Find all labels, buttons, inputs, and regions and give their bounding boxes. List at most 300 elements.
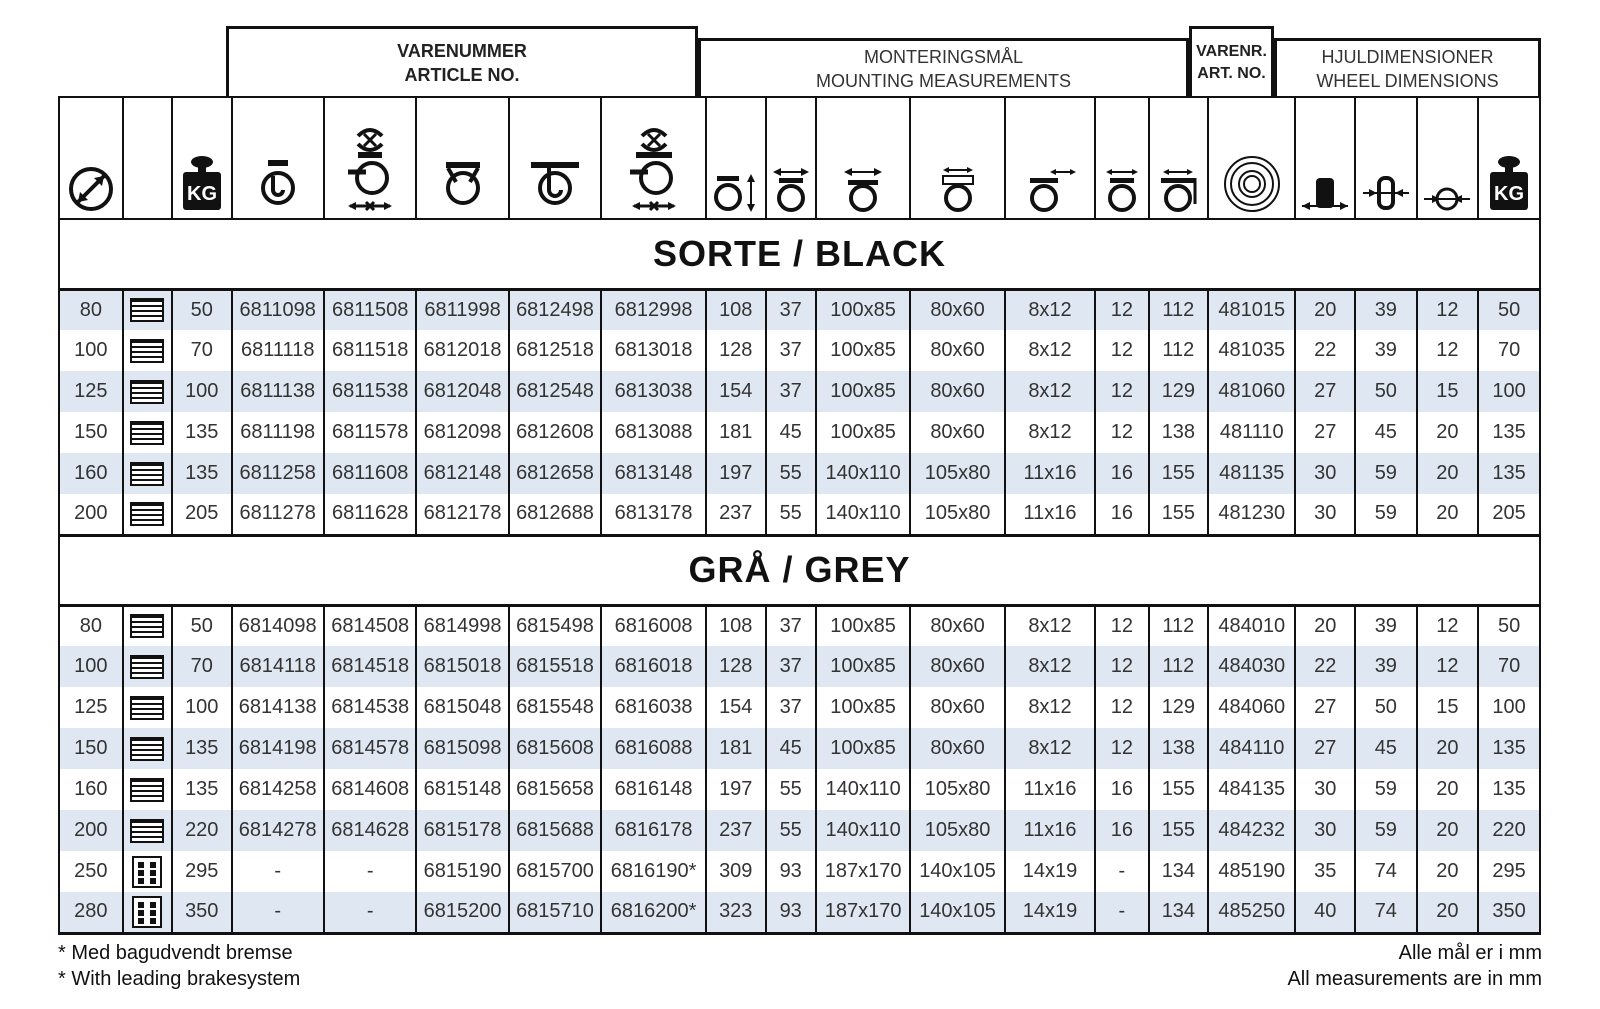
table-cell: 12 [1095,728,1148,769]
footnote-da: * Med bagudvendt bremse [58,942,293,964]
table-cell: 6812998 [601,289,706,330]
table-cell: 27 [1295,412,1355,453]
tread-stripe-icon [130,778,164,802]
varenr-header-da: VARENR. [1196,42,1267,60]
fixed-plate-caster-icon [509,97,601,219]
mounting-group-header [698,38,1189,96]
table-cell: 20 [1417,892,1479,933]
table-cell: 481060 [1208,371,1295,412]
table-cell: 16 [1095,494,1148,535]
table-cell: 35 [1295,851,1355,892]
table-cell: 6811508 [324,289,416,330]
table-cell: 80x60 [910,412,1004,453]
table-cell: 6813088 [601,412,706,453]
table-cell: 27 [1295,728,1355,769]
table-cell: 39 [1355,289,1417,330]
table-cell: 295 [1478,851,1540,892]
table-cell: 8x12 [1005,289,1095,330]
icon-header-row [59,97,1540,219]
table-cell: 135 [172,728,232,769]
table-cell: - [1095,851,1148,892]
table-cell: 37 [766,330,816,371]
tread-stripe-icon [123,605,172,646]
table-cell: 134 [1149,851,1209,892]
tread-stripe-icon [130,421,164,445]
tread-stripe-icon [123,494,172,535]
table-cell: 309 [706,851,766,892]
table-cell: 181 [706,412,766,453]
table-cell: 6815148 [416,769,508,810]
table-cell: 6813038 [601,371,706,412]
table-cell: 6814258 [232,769,324,810]
table-cell: - [1095,892,1148,933]
tread-stripe-icon [130,380,164,404]
table-cell: 15 [1417,687,1479,728]
table-cell: 20 [1417,453,1479,494]
table-cell: 16 [1095,453,1148,494]
varenr-header-en: ART. NO. [1197,64,1266,82]
table-cell: 6816008 [601,605,706,646]
tread-stripe-icon [123,687,172,728]
table-cell: 6816148 [601,769,706,810]
offset-measure-icon [766,97,816,219]
table-cell: 187x170 [816,851,910,892]
table-cell: 108 [706,289,766,330]
table-cell: 350 [172,892,232,933]
table-cell: 39 [1355,330,1417,371]
table-cell: 20 [1417,728,1479,769]
table-cell: 50 [1478,605,1540,646]
table-cell: 280 [59,892,123,933]
table-cell: 12 [1417,330,1479,371]
table-cell: 134 [1149,892,1209,933]
tread-dots-icon [132,856,162,888]
table-cell: 481035 [1208,330,1295,371]
table-cell: 93 [766,892,816,933]
table-cell: 6814508 [324,605,416,646]
table-cell: 200 [59,810,123,851]
table-cell: 80 [59,605,123,646]
table-cell: 74 [1355,892,1417,933]
wheel-icon [1208,97,1295,219]
table-cell: 70 [1478,330,1540,371]
table-cell: 237 [706,810,766,851]
table-cell: 6812548 [509,371,601,412]
table-cell: 37 [766,646,816,687]
table-cell: 12 [1095,371,1148,412]
table-cell: 6815700 [509,851,601,892]
table-cell: 100 [172,687,232,728]
table-cell: 50 [172,605,232,646]
tread-dots-icon [132,896,162,928]
table-cell: 6814608 [324,769,416,810]
table-row [59,769,1540,810]
fixed-caster-icon [416,97,508,219]
table-cell: 155 [1149,494,1209,535]
table-cell: 100x85 [816,687,910,728]
table-cell: 6812498 [509,289,601,330]
table-cell: 40 [1295,892,1355,933]
table-cell: 112 [1149,646,1209,687]
table-cell: 8x12 [1005,412,1095,453]
table-cell: 12 [1095,687,1148,728]
table-cell: 6812658 [509,453,601,494]
table-row [59,810,1540,851]
table-cell: 197 [706,769,766,810]
table-cell: 155 [1149,769,1209,810]
table-cell: 11x16 [1005,769,1095,810]
table-row [59,453,1540,494]
units-note-da: Alle mål er i mm [1398,942,1542,964]
bolt-spacing-icon [910,97,1004,219]
table-cell: 6814628 [324,810,416,851]
table-row [59,494,1540,535]
table-cell: 100 [59,646,123,687]
table-cell: 135 [172,769,232,810]
table-cell: 6815548 [509,687,601,728]
table-cell: 70 [1478,646,1540,687]
table-cell: 150 [59,728,123,769]
tread-stripe-icon [123,330,172,371]
table-row [59,289,1540,330]
table-cell: 80x60 [910,371,1004,412]
footnote-en: * With leading brakesystem [58,968,301,990]
table-cell: 50 [1355,371,1417,412]
catalog-table-wrap [58,26,1541,935]
table-cell: 37 [766,371,816,412]
table-row [59,728,1540,769]
table-cell: 12 [1417,646,1479,687]
table-cell: 154 [706,687,766,728]
table-cell: 160 [59,453,123,494]
table-cell: 484135 [1208,769,1295,810]
table-cell: 100 [1478,687,1540,728]
table-cell: 6816200* [601,892,706,933]
tread-stripe-icon [130,339,164,363]
table-cell: 6814998 [416,605,508,646]
table-row [59,892,1540,933]
table-cell: 220 [1478,810,1540,851]
table-cell: 80x60 [910,728,1004,769]
table-cell: 6815048 [416,687,508,728]
table-cell: 100x85 [816,605,910,646]
table-cell: 150 [59,412,123,453]
table-cell: 481015 [1208,289,1295,330]
tread-stripe-icon [123,289,172,330]
table-cell: 205 [172,494,232,535]
table-cell: 100 [1478,371,1540,412]
table-cell: 6816038 [601,687,706,728]
table-cell: 6811628 [324,494,416,535]
tread-stripe-icon [123,646,172,687]
table-cell: 8x12 [1005,728,1095,769]
kg-text: KG [186,183,217,205]
table-cell: 80x60 [910,605,1004,646]
table-cell: 140x110 [816,453,910,494]
table-cell: 484110 [1208,728,1295,769]
table-cell: 39 [1355,605,1417,646]
table-cell: 6813148 [601,453,706,494]
table-cell: 59 [1355,494,1417,535]
diameter-icon [59,97,123,219]
table-cell: 6811518 [324,330,416,371]
table-cell: 39 [1355,646,1417,687]
table-cell: 8x12 [1005,605,1095,646]
wheel-width-icon [1355,97,1417,219]
table-cell: 6814198 [232,728,324,769]
table-cell: 6815658 [509,769,601,810]
table-cell: 20 [1417,769,1479,810]
table-cell: 11x16 [1005,453,1095,494]
table-cell: 138 [1149,412,1209,453]
table-cell: 8x12 [1005,371,1095,412]
table-cell: 45 [766,728,816,769]
table-body [59,219,1540,933]
table-cell: 6816178 [601,810,706,851]
table-cell: 27 [1295,371,1355,412]
table-cell: 112 [1149,330,1209,371]
table-cell: 59 [1355,453,1417,494]
table-cell: 100x85 [816,646,910,687]
table-cell: 200 [59,494,123,535]
table-cell: 37 [766,289,816,330]
table-cell: 220 [172,810,232,851]
table-cell: 484030 [1208,646,1295,687]
table-cell: 12 [1095,330,1148,371]
table-cell: 105x80 [910,494,1004,535]
table-cell: 105x80 [910,769,1004,810]
table-row [59,851,1540,892]
table-cell: 6814098 [232,605,324,646]
table-cell: 100 [59,330,123,371]
swivel-brake-plate-caster-icon [601,97,706,219]
table-cell: 140x110 [816,494,910,535]
table-cell: 6811998 [416,289,508,330]
table-cell: 27 [1295,687,1355,728]
section-header-row [59,219,1540,289]
table-cell: 6812148 [416,453,508,494]
table-cell: 22 [1295,646,1355,687]
table-cell: 140x110 [816,810,910,851]
table-cell: 12 [1417,605,1479,646]
footer-right [1287,940,1542,992]
wheel-load-kg-icon [1478,97,1540,219]
wheel-header-da: HJULDIMENSIONER [1321,46,1494,67]
table-cell: 100x85 [816,330,910,371]
table-cell: 12 [1417,289,1479,330]
table-cell: 93 [766,851,816,892]
wheel-group-header [1274,38,1541,96]
table-cell: 6815518 [509,646,601,687]
table-cell: 250 [59,851,123,892]
table-cell: 8x12 [1005,646,1095,687]
table-cell: 20 [1417,494,1479,535]
table-row [59,412,1540,453]
table-cell: 6814138 [232,687,324,728]
table-cell: 100x85 [816,412,910,453]
table-cell: 484010 [1208,605,1295,646]
table-cell: 80x60 [910,289,1004,330]
table-cell: 6815098 [416,728,508,769]
table-cell: 6812518 [509,330,601,371]
table-cell: 80x60 [910,646,1004,687]
table-cell: 45 [1355,728,1417,769]
tread-stripe-icon [130,737,164,761]
table-row [59,330,1540,371]
table-cell: - [232,892,324,933]
table-cell: 135 [1478,453,1540,494]
table-cell: 14x19 [1005,892,1095,933]
table-cell: 12 [1095,605,1148,646]
table-cell: 55 [766,769,816,810]
tread-stripe-icon [123,412,172,453]
table-cell: - [232,851,324,892]
table-cell: 135 [172,453,232,494]
tread-stripe-icon [123,728,172,769]
table-cell: 6814118 [232,646,324,687]
table-cell: 50 [172,289,232,330]
table-cell: 6813018 [601,330,706,371]
table-cell: 155 [1149,453,1209,494]
load-kg-icon [172,97,232,219]
table-cell: 6816018 [601,646,706,687]
table-cell: 45 [766,412,816,453]
table-cell: 59 [1355,769,1417,810]
table-cell: 6813178 [601,494,706,535]
table-cell: 295 [172,851,232,892]
bolt-hole-icon [1005,97,1095,219]
table-cell: 20 [1295,289,1355,330]
table-cell: 30 [1295,494,1355,535]
table-cell: 100 [172,371,232,412]
tread-stripe-icon [130,696,164,720]
tread-icon [123,97,172,219]
table-row [59,646,1540,687]
table-cell: 6815608 [509,728,601,769]
table-cell: 12 [1095,412,1148,453]
table-cell: 50 [1478,289,1540,330]
table-cell: 16 [1095,810,1148,851]
table-cell: 16 [1095,769,1148,810]
table-cell: 8x12 [1005,330,1095,371]
table-cell: 140x105 [910,892,1004,933]
table-cell: 112 [1149,605,1209,646]
table-cell: 30 [1295,453,1355,494]
table-cell: 6816190* [601,851,706,892]
table-cell: 6811538 [324,371,416,412]
table-cell: 100x85 [816,289,910,330]
table-cell: 237 [706,494,766,535]
table-cell: 484060 [1208,687,1295,728]
table-cell: 80x60 [910,687,1004,728]
table-cell: - [324,851,416,892]
table-cell: 125 [59,371,123,412]
table-cell: 30 [1295,810,1355,851]
table-cell: 481110 [1208,412,1295,453]
table-cell: 80x60 [910,330,1004,371]
table-cell: 6812688 [509,494,601,535]
table-cell: 485190 [1208,851,1295,892]
table-cell: 22 [1295,330,1355,371]
tread-stripe-icon [130,655,164,679]
tread-dots-icon [123,892,172,933]
table-cell: 154 [706,371,766,412]
table-cell: 6815498 [509,605,601,646]
table-cell: 187x170 [816,892,910,933]
table-cell: 105x80 [910,453,1004,494]
footer-left [58,940,300,992]
article-header-en: ARTICLE NO. [404,64,520,85]
table-cell: 30 [1295,769,1355,810]
table-cell: 20 [1417,810,1479,851]
table-cell: 6815018 [416,646,508,687]
table-cell: 6811258 [232,453,324,494]
table-cell: 6815200 [416,892,508,933]
wheel-header-en: WHEEL DIMENSIONS [1316,70,1499,91]
table-cell: 6811118 [232,330,324,371]
table-cell: 485250 [1208,892,1295,933]
tread-stripe-icon [130,462,164,486]
table-cell: 6815710 [509,892,601,933]
table-cell: 481135 [1208,453,1295,494]
tread-stripe-icon [130,298,164,322]
tread-stripe-icon [130,614,164,638]
table-cell: 6815688 [509,810,601,851]
table-cell: 108 [706,605,766,646]
table-cell: 6815190 [416,851,508,892]
table-cell: 55 [766,810,816,851]
plate-size-icon [816,97,910,219]
table-cell: 6811198 [232,412,324,453]
swivel-caster-icon [232,97,324,219]
tread-stripe-icon [123,769,172,810]
table-cell: 197 [706,453,766,494]
table-cell: 80 [59,289,123,330]
table-cell: 6814538 [324,687,416,728]
table-cell: 70 [172,330,232,371]
table-cell: 138 [1149,728,1209,769]
table-cell: 105x80 [910,810,1004,851]
height-measure-icon [706,97,766,219]
table-cell: 100x85 [816,371,910,412]
table-cell: 6816088 [601,728,706,769]
table-cell: 11x16 [1005,494,1095,535]
table-cell: 100x85 [816,728,910,769]
table-cell: 160 [59,769,123,810]
varenr-group-header [1189,26,1274,96]
section-title: GRÅ / GREY [59,535,1540,605]
table-cell: 140x105 [910,851,1004,892]
article-group-header [226,26,698,96]
table-cell: 128 [706,646,766,687]
table-cell: 50 [1355,687,1417,728]
table-cell: 125 [59,687,123,728]
table-cell: 6814278 [232,810,324,851]
table-cell: 20 [1295,605,1355,646]
table-cell: 37 [766,605,816,646]
swivel-brake-caster-icon [324,97,416,219]
table-cell: 6812608 [509,412,601,453]
fork-width-icon [1095,97,1148,219]
table-cell: 6814578 [324,728,416,769]
table-cell: 6811098 [232,289,324,330]
table-cell: 6812048 [416,371,508,412]
table-cell: 6812098 [416,412,508,453]
tread-stripe-icon [130,502,164,526]
group-header-row [58,26,1541,96]
table-cell: 70 [172,646,232,687]
table-cell: 135 [1478,769,1540,810]
